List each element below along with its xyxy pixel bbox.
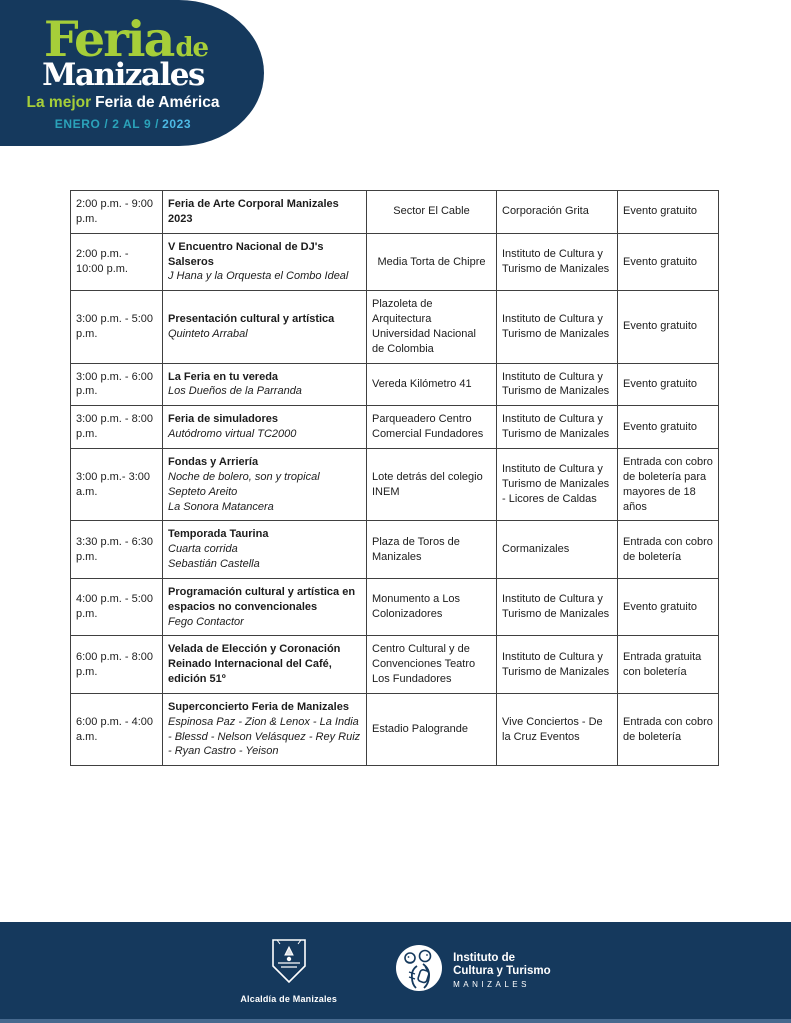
brand-tagline bbox=[27, 94, 220, 111]
event-dates bbox=[55, 117, 191, 131]
organizer-cell: Corporación Grita bbox=[497, 191, 618, 234]
organizer-cell: Instituto de Cultura y Turismo de Manizales bbox=[497, 406, 618, 449]
brand-word-feria: Feria bbox=[43, 10, 174, 69]
event-cell bbox=[163, 363, 367, 406]
time-cell: 4:00 p.m. - 5:00 p.m. bbox=[71, 578, 163, 636]
event-title: La Feria en tu vereda bbox=[168, 370, 279, 383]
event-performers: La Sonora Matancera bbox=[168, 500, 274, 513]
event-title: Feria de simuladores bbox=[168, 413, 279, 426]
location-cell: Estadio Palogrande bbox=[367, 693, 497, 765]
time-cell: 3:00 p.m. - 5:00 p.m. bbox=[71, 291, 163, 363]
event-performers: Fego Contactor bbox=[168, 615, 244, 628]
feria-de-manizales-logo bbox=[0, 0, 264, 146]
organizer-cell: Cormanizales bbox=[497, 521, 618, 579]
schedule-row bbox=[71, 636, 719, 694]
admission-cell: Evento gratuito bbox=[618, 233, 719, 291]
event-title: V Encuentro Nacional de DJ's Salseros bbox=[168, 240, 324, 268]
footer-band bbox=[0, 922, 791, 1019]
event-cell bbox=[163, 448, 367, 520]
organizer-cell: Vive Conciertos - De la Cruz Eventos bbox=[497, 693, 618, 765]
organizer-cell: Instituto de Cultura y Turismo de Manizales bbox=[497, 291, 618, 363]
admission-cell: Evento gratuito bbox=[618, 578, 719, 636]
event-performers: Septeto Areito bbox=[168, 485, 238, 498]
admission-cell: Entrada con cobro de boletería bbox=[618, 693, 719, 765]
instituto-cultura-logo-icon bbox=[395, 944, 443, 997]
schedule-row bbox=[71, 578, 719, 636]
admission-cell: Evento gratuito bbox=[618, 406, 719, 449]
instituto-line3: MANIZALES bbox=[453, 980, 530, 990]
instituto-label bbox=[453, 952, 551, 989]
location-cell: Plazoleta de Arquitectura Universidad Nacional de Colombia bbox=[367, 291, 497, 363]
event-performers: Autódromo virtual TC2000 bbox=[168, 428, 297, 441]
tagline-highlight: La mejor bbox=[26, 94, 92, 112]
event-title: Velada de Elección y Coronación Reinado Internacional del Café, edición 51º bbox=[168, 643, 341, 686]
schedule-row bbox=[71, 191, 719, 234]
location-cell: Centro Cultural y de Convenciones Teatro Los Fundadores bbox=[367, 636, 497, 694]
location-cell: Monumento a Los Colonizadores bbox=[367, 578, 497, 636]
location-cell: Media Torta de Chipre bbox=[367, 233, 497, 291]
time-cell: 6:00 p.m. - 4:00 a.m. bbox=[71, 693, 163, 765]
event-title: Fondas y Arriería bbox=[168, 455, 259, 468]
organizer-cell: Instituto de Cultura y Turismo de Manizales - Licores de Caldas bbox=[497, 448, 618, 520]
event-cell bbox=[163, 406, 367, 449]
event-cell bbox=[163, 693, 367, 765]
admission-cell: Entrada con cobro de boletería para mayores de 18 años bbox=[618, 448, 719, 520]
location-cell: Vereda Kilómetro 41 bbox=[367, 363, 497, 406]
admission-cell: Evento gratuito bbox=[618, 191, 719, 234]
event-cell bbox=[163, 191, 367, 234]
alcaldia-label: Alcaldía de Manizales bbox=[240, 994, 338, 1004]
event-cell bbox=[163, 521, 367, 579]
organizer-cell: Instituto de Cultura y Turismo de Manizales bbox=[497, 363, 618, 406]
time-cell: 3:30 p.m. - 6:30 p.m. bbox=[71, 521, 163, 579]
time-cell: 2:00 p.m. - 10:00 p.m. bbox=[71, 233, 163, 291]
schedule-row bbox=[71, 233, 719, 291]
event-title: Programación cultural y artística en espacios no convencionales bbox=[168, 585, 356, 613]
location-cell: Lote detrás del colegio INEM bbox=[367, 448, 497, 520]
alcaldia-logo bbox=[240, 937, 337, 1004]
time-cell: 3:00 p.m.- 3:00 a.m. bbox=[71, 448, 163, 520]
event-cell bbox=[163, 636, 367, 694]
alcaldia-shield-icon bbox=[269, 937, 309, 990]
event-performers: Cuarta corrida bbox=[168, 543, 238, 556]
time-cell: 3:00 p.m. - 8:00 p.m. bbox=[71, 406, 163, 449]
instituto-line1: Instituto de bbox=[453, 951, 516, 964]
schedule-row bbox=[71, 406, 719, 449]
event-performers: Noche de bolero, son y tropical bbox=[168, 470, 320, 483]
event-title: Superconcierto Feria de Manizales bbox=[168, 700, 349, 713]
event-cell bbox=[163, 233, 367, 291]
admission-cell: Evento gratuito bbox=[618, 363, 719, 406]
schedule-row bbox=[71, 693, 719, 765]
brand-word-manizales: Manizales bbox=[42, 57, 204, 94]
admission-cell: Entrada gratuita con boletería bbox=[618, 636, 719, 694]
event-performers: Espinosa Paz - Zion & Lenox - La India - Blessd - Nelson Velásquez - Rey Ruiz - Ryan Castro - Yeison bbox=[168, 715, 361, 758]
admission-cell: Evento gratuito bbox=[618, 291, 719, 363]
dates-range: ENERO / 2 AL 9 / bbox=[54, 116, 160, 131]
event-performers: Los Dueños de la Parranda bbox=[168, 385, 302, 398]
location-cell: Plaza de Toros de Manizales bbox=[367, 521, 497, 579]
organizer-cell: Instituto de Cultura y Turismo de Manizales bbox=[497, 233, 618, 291]
location-cell: Parqueadero Centro Comercial Fundadores bbox=[367, 406, 497, 449]
location-cell: Sector El Cable bbox=[367, 191, 497, 234]
organizer-cell: Instituto de Cultura y Turismo de Manizales bbox=[497, 636, 618, 694]
instituto-line2: Cultura y Turismo bbox=[453, 965, 551, 977]
brand-word-de: de bbox=[175, 33, 209, 64]
schedule-row bbox=[71, 521, 719, 579]
event-performers: Quinteto Arrabal bbox=[168, 327, 248, 340]
instituto-cultura-logo bbox=[395, 944, 551, 997]
event-title: Feria de Arte Corporal Manizales 2023 bbox=[168, 198, 339, 225]
time-cell: 6:00 p.m. - 8:00 p.m. bbox=[71, 636, 163, 694]
admission-cell: Entrada con cobro de boletería bbox=[618, 521, 719, 579]
time-cell: 3:00 p.m. - 6:00 p.m. bbox=[71, 363, 163, 406]
event-title: Presentación cultural y artística bbox=[168, 313, 335, 326]
time-cell: 2:00 p.m. - 9:00 p.m. bbox=[71, 191, 163, 234]
schedule-row bbox=[71, 291, 719, 363]
event-title: Temporada Taurina bbox=[168, 528, 269, 541]
event-performers: Sebastián Castella bbox=[168, 558, 260, 571]
dates-year: 2023 bbox=[162, 116, 192, 131]
bottom-accent-strip bbox=[0, 1019, 791, 1023]
schedule-row bbox=[71, 448, 719, 520]
event-performers: J Hana y la Orquesta el Combo Ideal bbox=[168, 270, 349, 283]
organizer-cell: Instituto de Cultura y Turismo de Manizales bbox=[497, 578, 618, 636]
schedule-table bbox=[70, 190, 719, 766]
tagline-rest: Feria de América bbox=[95, 94, 220, 112]
schedule-row bbox=[71, 363, 719, 406]
event-cell bbox=[163, 291, 367, 363]
event-cell bbox=[163, 578, 367, 636]
